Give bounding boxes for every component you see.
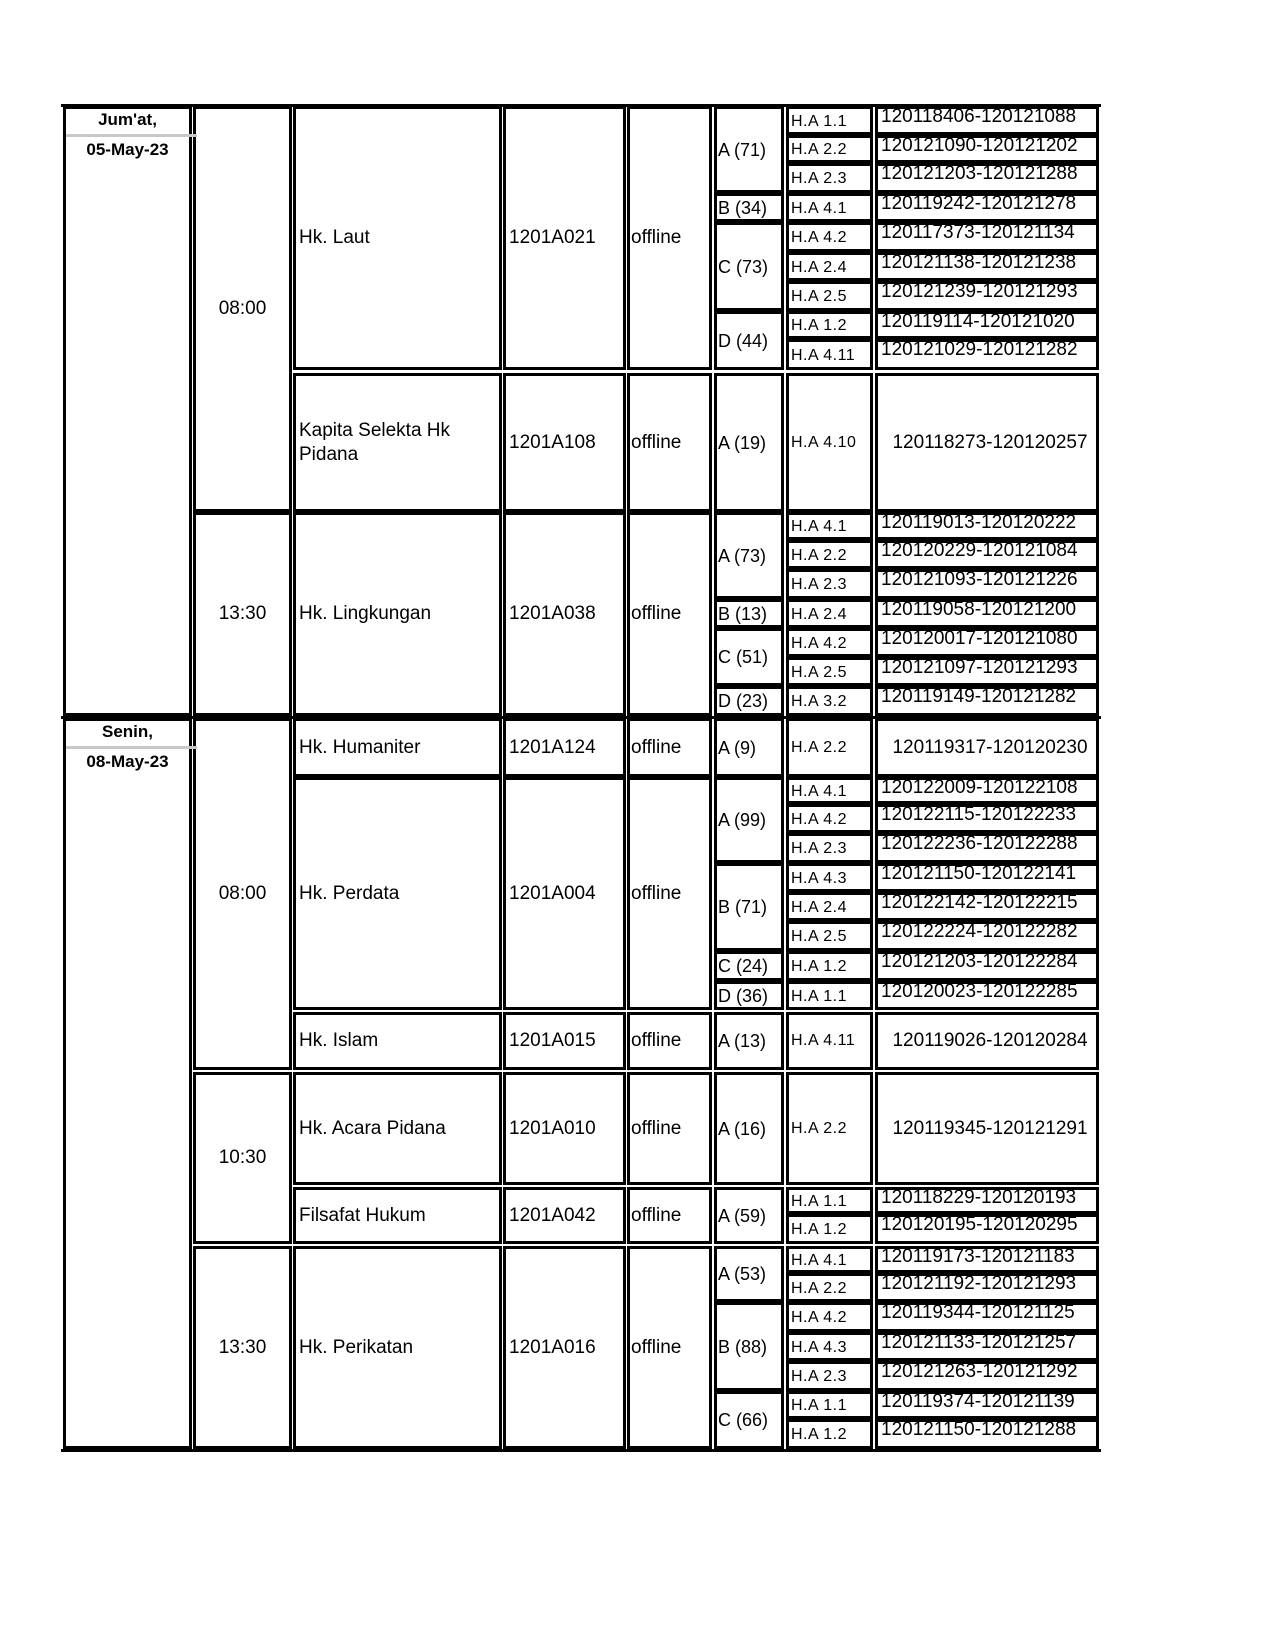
course-name: Hk. Humaniter [299,736,421,758]
nim-range: 120119013-120120222 [881,512,1077,533]
exam-mode: offline [631,227,682,248]
exam-mode: offline [631,882,682,904]
room-label: H.A 2.2 [791,1279,847,1297]
room-label: H.A 2.4 [791,605,847,623]
nim-range: 120122224-120122282 [881,921,1078,942]
course-name: Hk. Perdata [299,882,400,904]
group-label: A (73) [718,545,767,566]
nim-range: 120121203-120122284 [881,951,1078,972]
course-name: Hk. Laut [299,227,370,248]
room-label: H.A 4.1 [791,518,847,535]
nim-range: 120121192-120121293 [881,1273,1077,1294]
room-label: H.A 1.1 [791,987,847,1005]
nim-range: 120118273-120120257 [892,431,1088,453]
nim-range: 120122142-120122215 [881,892,1078,913]
group-label: B (71) [718,897,768,917]
course-name: Hk. Lingkungan [299,603,432,624]
room-label: H.A 2.3 [791,576,847,593]
nim-range: 120119317-120120230 [892,736,1088,758]
nim-range: 120119114-120121020 [881,311,1075,332]
nim-range: 120121093-120121226 [881,569,1078,590]
group-label: D (23) [718,691,769,711]
exam-mode: offline [631,1204,682,1226]
nim-range: 120121138-120121238 [881,252,1077,273]
group-label: B (34) [718,197,768,218]
course-code: 1201A124 [509,736,596,758]
nim-range: 120121150-120122141 [881,863,1077,884]
course-name: Kapita Selekta Hk Pidana [299,419,451,465]
room-label: H.A 2.2 [791,738,847,756]
course-code: 1201A016 [509,1336,596,1358]
day-header-divider [66,746,197,749]
group-label: B (13) [718,603,768,624]
group-label: A (53) [718,1264,767,1284]
room-label: H.A 2.5 [791,928,847,945]
day-name: Senin, [101,722,154,741]
room-label: H.A 2.4 [791,898,847,916]
day-name: Jum'at, [98,110,157,129]
room-label: H.A 1.2 [791,1426,847,1443]
room-label: H.A 4.10 [791,433,857,451]
room-label: H.A 4.11 [791,1032,856,1049]
nim-range: 120120229-120121084 [881,540,1078,561]
room-label: H.A 4.1 [791,1251,847,1269]
room-label: H.A 1.2 [791,958,847,975]
nim-range: 120119026-120120284 [892,1030,1088,1051]
nim-range: 120121029-120121282 [881,339,1078,360]
nim-range: 120119173-120121183 [881,1246,1075,1267]
course-code: 1201A004 [509,882,596,904]
course-code: 1201A038 [509,603,596,624]
nim-range: 120119242-120121278 [881,193,1077,214]
room-label: H.A 2.3 [791,170,847,187]
group-label: A (9) [718,737,757,758]
room-label: H.A 2.2 [791,141,847,158]
nim-range: 120118229-120120193 [881,1187,1077,1208]
nim-range: 120119149-120121282 [881,686,1077,707]
day-cell [63,106,192,716]
room-label: H.A 1.2 [791,1221,847,1238]
nim-range: 120121203-120121288 [881,163,1078,184]
room-label: H.A 1.2 [791,317,847,334]
nim-range: 120119345-120121291 [892,1117,1088,1139]
exam-mode: offline [631,736,682,758]
room-label: H.A 2.3 [791,840,847,857]
nim-range: 120121150-120121288 [881,1419,1077,1440]
course-code: 1201A042 [509,1204,596,1226]
room-label: H.A 4.11 [791,346,856,364]
exam-mode: offline [631,1336,682,1358]
group-label: C (73) [718,256,769,277]
exam-time: 08:00 [218,298,267,319]
nim-range: 120121263-120121292 [881,1361,1078,1382]
course-name: Hk. Acara Pidana [299,1117,446,1139]
course-name: Filsafat Hukum [299,1204,426,1226]
room-label: H.A 4.3 [791,1338,847,1356]
nim-range: 120121239-120121293 [881,281,1078,302]
group-label: D (36) [718,985,769,1006]
room-label: H.A 2.5 [791,663,847,681]
nim-range: 120122115-120122233 [881,804,1077,825]
day-header-divider [66,134,197,137]
group-label: B (88) [718,1336,768,1357]
nim-range: 120119344-120121125 [881,1302,1075,1323]
course-code: 1201A108 [509,431,596,453]
nim-range: 120117373-120121134 [881,222,1075,243]
group-label: C (51) [718,647,769,667]
room-label: H.A 3.2 [791,693,847,710]
nim-range: 120118406-120121088 [881,106,1077,127]
room-label: H.A 4.3 [791,869,847,887]
exam-mode: offline [631,1030,682,1051]
room-label: H.A 2.2 [791,1119,847,1137]
room-label: H.A 4.2 [791,634,847,652]
exam-time: 13:30 [218,603,267,624]
nim-range: 120122009-120122108 [881,777,1078,798]
nim-range: 120121090-120121202 [881,135,1078,156]
room-label: H.A 1.1 [791,1192,847,1210]
group-label: A (99) [718,810,767,830]
exam-time: 13:30 [218,1336,267,1358]
room-label: H.A 1.1 [791,112,847,130]
room-label: H.A 4.1 [791,782,847,800]
group-label: A (16) [718,1118,767,1139]
group-label: A (59) [718,1205,767,1226]
course-name: Hk. Islam [299,1030,379,1051]
room-label: H.A 4.2 [791,810,847,828]
exam-time: 08:00 [218,883,267,904]
group-label: C (66) [718,1410,769,1430]
group-label: A (19) [718,432,767,453]
nim-range: 120120023-120122285 [881,981,1078,1002]
exam-mode: offline [631,1117,682,1139]
nim-range: 120121097-120121293 [881,657,1078,678]
exam-mode: offline [631,431,682,453]
nim-range: 120120195-120120295 [881,1214,1078,1235]
room-label: H.A 4.2 [791,1309,847,1326]
room-label: H.A 2.2 [791,546,847,564]
room-label: H.A 4.1 [791,199,847,217]
nim-range: 120119058-120121200 [881,599,1077,620]
course-code: 1201A021 [509,227,596,248]
course-code: 1201A015 [509,1030,596,1051]
nim-range: 120121133-120121257 [881,1332,1077,1353]
room-label: H.A 2.5 [791,288,847,305]
day-cell [63,718,192,1449]
exam-time: 10:30 [218,1147,267,1168]
day-date: 08-May-23 [86,752,169,771]
room-label: H.A 4.2 [791,229,847,246]
course-code: 1201A010 [509,1117,596,1139]
group-label: A (13) [718,1031,767,1051]
exam-mode: offline [631,603,682,624]
group-label: A (71) [718,139,767,160]
nim-range: 120122236-120122288 [881,833,1078,854]
room-label: H.A 2.3 [791,1368,847,1385]
nim-range: 120119374-120121139 [881,1391,1075,1412]
course-name: Hk. Perikatan [299,1336,414,1358]
nim-range: 120120017-120121080 [881,628,1078,649]
day-date: 05-May-23 [86,140,169,159]
room-label: H.A 1.1 [791,1397,847,1414]
room-label: H.A 2.4 [791,258,847,276]
group-label: C (24) [718,956,769,976]
table-bottom-border [61,1449,1101,1452]
group-label: D (44) [718,330,769,351]
